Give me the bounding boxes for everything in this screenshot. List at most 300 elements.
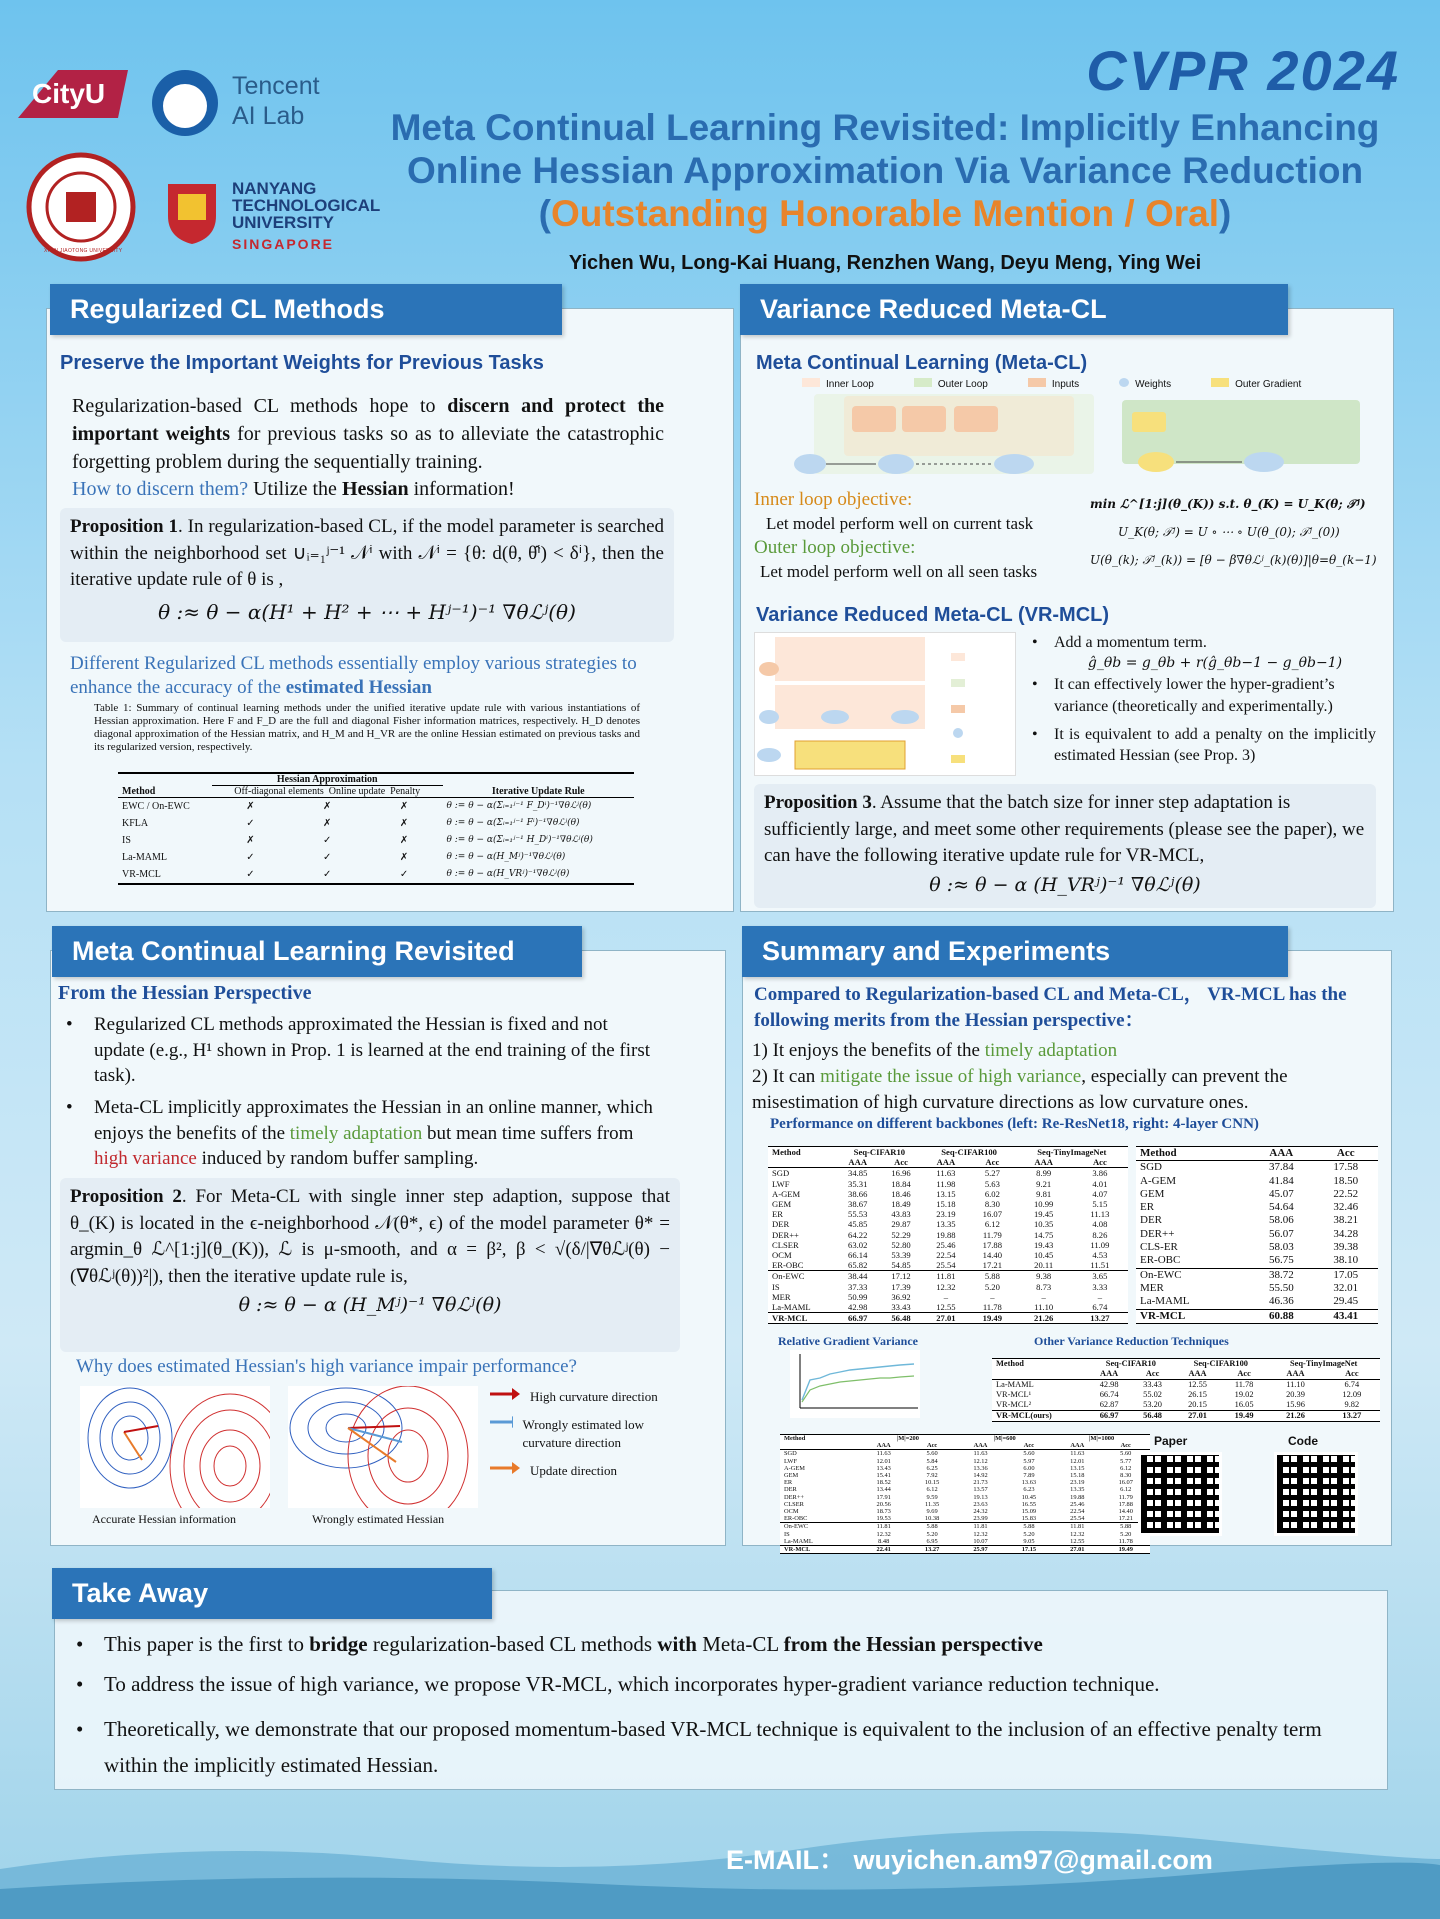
cityu-text: CityU bbox=[32, 78, 106, 109]
vr-legend-label: Inner Loop bbox=[826, 379, 874, 390]
vr-legend-item bbox=[914, 378, 988, 390]
t-resnet-method: IS bbox=[772, 1281, 780, 1292]
t-resnet-value: 11.98 bbox=[936, 1178, 956, 1189]
t-cnn-h: Acc bbox=[1336, 1147, 1355, 1159]
t-cnn-method: La-MAML bbox=[1140, 1295, 1190, 1308]
t1-penalty: ✗ bbox=[399, 801, 409, 812]
t-ovr-h-group: Seq-TinyImageNet bbox=[1290, 1359, 1358, 1368]
t-buf-value: 12.32 bbox=[973, 1530, 988, 1538]
t-resnet-value: 34.85 bbox=[848, 1168, 868, 1179]
vr-legend-label: Inputs bbox=[1051, 379, 1080, 390]
reg-question bbox=[72, 478, 515, 501]
t-resnet-value: 15.18 bbox=[936, 1199, 956, 1210]
t-resnet-value: 66.97 bbox=[848, 1313, 868, 1324]
mcl-bullet-2 bbox=[60, 1095, 660, 1172]
table1-caption: Table 1: Summary of continual learning methods under the unified iterative update rule with various instantiations of Hessian approximation. Here F and F_D are the full and diagonal Fisher information matrices, respectively. H_D denotes diagonal approximation of the Hessian matrix, and H_M and H_VR are the online Hessian estimated on previous tasks and its regularized version, respectively. bbox=[94, 702, 640, 753]
t-resnet-value: 6.12 bbox=[984, 1219, 1000, 1230]
merit-1-a: 1) It enjoys the benefits of the bbox=[752, 1040, 985, 1061]
t-buf-value: 18.73 bbox=[876, 1508, 891, 1516]
t-resnet-header bbox=[768, 1147, 1128, 1157]
contour-wrong-svg bbox=[288, 1386, 478, 1508]
t-buf-value: 6.00 bbox=[1023, 1464, 1035, 1472]
tencent-text: Tencent bbox=[232, 72, 320, 100]
t-ovr-method: La-MAML bbox=[996, 1380, 1034, 1389]
t-resnet-value: 11.10 bbox=[1034, 1302, 1054, 1313]
t-buf-value: 6.23 bbox=[1023, 1486, 1035, 1494]
table-row bbox=[768, 1189, 1128, 1199]
t-ovr-value: 56.48 bbox=[1143, 1411, 1162, 1420]
t-buf-value: 5.20 bbox=[1023, 1530, 1035, 1538]
t-resnet-value: 50.99 bbox=[848, 1291, 868, 1302]
proposition-3 bbox=[754, 784, 1376, 908]
reg-question-b: Utilize the bbox=[248, 478, 342, 500]
t-ovr-subheader bbox=[992, 1369, 1380, 1380]
t-ovr-method: VR-MCL(ours) bbox=[996, 1411, 1052, 1420]
t-buf-value: 19.13 bbox=[973, 1493, 988, 1501]
t1-rule: θ := θ − α(Σᵢ₌₁ʲ⁻¹ Fⁱ)⁻¹∇θℒʲ(θ) bbox=[446, 818, 580, 828]
t-ovr-h-acc: Acc bbox=[1345, 1369, 1359, 1378]
t-resnet-value: 8.73 bbox=[1036, 1281, 1052, 1292]
t-ovr-h-acc: Acc bbox=[1145, 1369, 1160, 1378]
t-cnn-value: 38.10 bbox=[1333, 1254, 1359, 1267]
reg-intro-c: for previous tasks so as to alleviate the catastrophic forgetting problem during the sequentially training. bbox=[72, 423, 664, 473]
t-cnn-method: On-EWC bbox=[1140, 1268, 1182, 1281]
t-resnet-value: 11.51 bbox=[1090, 1260, 1110, 1271]
table-row bbox=[780, 1501, 1150, 1508]
t-resnet-method: ER-OBC bbox=[772, 1260, 804, 1271]
t-ovr-value: 26.15 bbox=[1188, 1390, 1207, 1399]
vr-legend-item bbox=[1028, 378, 1079, 390]
t-resnet-value: 37.33 bbox=[848, 1281, 868, 1292]
t-ovr-method: VR-MCL² bbox=[996, 1400, 1032, 1409]
award-line bbox=[330, 192, 1440, 235]
t-cnn-value: 17.05 bbox=[1333, 1268, 1359, 1281]
t-buf-value: 23.63 bbox=[973, 1500, 988, 1508]
t-cnn-h: Method bbox=[1140, 1147, 1177, 1159]
t-resnet-value: 66.14 bbox=[848, 1250, 868, 1261]
t-buf-value: 7.92 bbox=[926, 1472, 938, 1480]
poster-title bbox=[330, 106, 1440, 235]
t-buf-value: 13.44 bbox=[876, 1486, 891, 1494]
t1-online: ✓ bbox=[323, 852, 332, 863]
table-row bbox=[780, 1486, 1150, 1493]
t1-method: KFLA bbox=[122, 818, 149, 829]
t-buf-value: 5.60 bbox=[1023, 1450, 1035, 1458]
tencent-cloud-icon bbox=[150, 68, 220, 138]
t-buf-value: 18.52 bbox=[876, 1479, 891, 1487]
table-row bbox=[1136, 1214, 1378, 1227]
vrmcl-diagram bbox=[754, 632, 1016, 776]
t-resnet-value: 38.66 bbox=[848, 1188, 868, 1199]
t-buf-value: 17.88 bbox=[1118, 1500, 1133, 1508]
table-row bbox=[1136, 1295, 1378, 1309]
t-resnet-value: 19.88 bbox=[936, 1229, 956, 1240]
t-buf-value: 7.89 bbox=[1023, 1472, 1035, 1480]
ovr-caption: Other Variance Reduction Techniques bbox=[1034, 1334, 1229, 1348]
code-qr-code[interactable] bbox=[1274, 1452, 1358, 1536]
takeaway-1-c: regularization-based CL methods bbox=[367, 1632, 658, 1656]
t-resnet-value: 10.99 bbox=[1034, 1199, 1054, 1210]
t-buf-method: SGD bbox=[784, 1450, 797, 1458]
t-buf-value: 13.15 bbox=[1070, 1464, 1085, 1472]
t-buf-value: 11.81 bbox=[973, 1523, 988, 1531]
legend-low-curvature: Wrongly estimated low curvature direction bbox=[522, 1417, 645, 1450]
t-buf-h-group: |M|=200 bbox=[896, 1435, 919, 1442]
t-ovr-h-group: Seq-CIFAR100 bbox=[1193, 1359, 1248, 1368]
t-cnn-h: AAA bbox=[1269, 1147, 1294, 1159]
ntu-line1: NANYANG bbox=[232, 179, 317, 198]
t1-method: IS bbox=[122, 835, 131, 846]
t-ovr-value: 12.09 bbox=[1342, 1390, 1362, 1399]
mcl-why: Why does estimated Hessian's high variance impair performance? bbox=[76, 1356, 577, 1377]
t-resnet-value: 11.63 bbox=[936, 1168, 956, 1179]
t-buf-value: 15.18 bbox=[1070, 1472, 1085, 1480]
mcl-bullet-2-c: but mean time suffers from bbox=[422, 1122, 634, 1144]
t-buf-value: 9.05 bbox=[1023, 1537, 1035, 1545]
t1-rule: θ := θ − α(Σᵢ₌₁ʲ⁻¹ F_Dⁱ)⁻¹∇θℒʲ(θ) bbox=[446, 801, 592, 811]
reg-intro-bold: discern and protect the important weights bbox=[72, 395, 665, 445]
t-ovr-h-blank bbox=[992, 1369, 1087, 1380]
t-resnet-value: – bbox=[1097, 1291, 1103, 1302]
table-row bbox=[780, 1523, 1150, 1531]
merit-2-a: 2) It can bbox=[752, 1066, 821, 1087]
t-resnet-value: 3.65 bbox=[1092, 1271, 1108, 1282]
vr-bullet-1 bbox=[1026, 632, 1376, 672]
proposition-2 bbox=[60, 1178, 680, 1352]
t-buf-value: 21.73 bbox=[973, 1479, 988, 1487]
t-buf-value: 20.56 bbox=[876, 1500, 891, 1508]
t-resnet-value: 8.99 bbox=[1036, 1168, 1052, 1179]
reg-question-d: information! bbox=[408, 478, 515, 500]
award-paren-close: ) bbox=[1219, 193, 1232, 234]
t-resnet-h-blank bbox=[768, 1157, 836, 1168]
t-ovr-method: VR-MCL¹ bbox=[996, 1390, 1032, 1399]
t-resnet-method: VR-MCL bbox=[772, 1313, 808, 1324]
t-buf-value: 5.84 bbox=[926, 1457, 938, 1465]
t-resnet-h-group: Seq-CIFAR100 bbox=[941, 1147, 997, 1157]
t-buf-value: 8.30 bbox=[1120, 1472, 1132, 1480]
t1-offdiag: ✓ bbox=[246, 869, 255, 880]
t-resnet-value: 22.54 bbox=[936, 1250, 956, 1261]
t-buf-h-aaa: AAA bbox=[1070, 1442, 1085, 1450]
t1-rule: θ := θ − α(Σᵢ₌₁ʲ⁻¹ H_Dⁱ)⁻¹∇θℒʲ(θ) bbox=[446, 835, 593, 845]
t1-h-online: Online update bbox=[328, 786, 386, 797]
t-resnet-value: 29.87 bbox=[891, 1219, 911, 1230]
t-resnet-value: 17.88 bbox=[982, 1239, 1003, 1250]
t-buf-value: 17.91 bbox=[876, 1493, 891, 1501]
vr-bullet-1-eq: ĝ_θb = g_θb + r(ĝ_θb−1 − g_θb−1) bbox=[1087, 654, 1343, 671]
vr-bullets bbox=[1026, 632, 1376, 773]
t-resnet-value: 16.07 bbox=[982, 1209, 1003, 1220]
table-row bbox=[118, 815, 634, 832]
t-buf-value: 5.20 bbox=[926, 1530, 938, 1538]
t-resnet-value: 5.88 bbox=[984, 1271, 1000, 1282]
t-buf-value: 9.59 bbox=[926, 1493, 938, 1501]
metacl-diagram bbox=[756, 378, 1376, 476]
t-buf-h-acc: Acc bbox=[1023, 1442, 1035, 1450]
reg-diff-bold: estimated Hessian bbox=[285, 677, 432, 698]
t-ovr-value: 13.27 bbox=[1342, 1411, 1362, 1420]
t1-method: EWC / On-EWC bbox=[122, 801, 190, 812]
table-row bbox=[780, 1458, 1150, 1465]
vr-bullet-1-text: Add a momentum term. bbox=[1054, 634, 1207, 651]
header-regularized: Regularized CL Methods bbox=[50, 284, 562, 335]
table-row bbox=[768, 1271, 1128, 1282]
t-buf-method: ER-OBC bbox=[784, 1515, 808, 1523]
reg-diff-a: Different Regularized CL methods essentially employ various strategies to enhance the accuracy of the bbox=[70, 653, 637, 698]
t-ovr-value: 66.97 bbox=[1099, 1411, 1119, 1420]
vr-eq3: U(θ_(k); 𝒯ʲ_(k)) = [θ − β∇θℒʲ_(k)(θ)]|θ=θ_(k−1) bbox=[1090, 553, 1377, 567]
legend-high-curvature: High curvature direction bbox=[530, 1389, 658, 1404]
paper-qr-code[interactable] bbox=[1138, 1452, 1222, 1536]
t-resnet-value: 5.15 bbox=[1092, 1199, 1108, 1210]
t-resnet-value: 63.02 bbox=[848, 1239, 868, 1250]
t-ovr-h-aaa: AAA bbox=[1286, 1369, 1305, 1378]
t-resnet-value: 6.02 bbox=[984, 1188, 1000, 1199]
reg-question-hessian: Hessian bbox=[341, 478, 409, 500]
t-resnet-value: 11.78 bbox=[982, 1302, 1002, 1313]
table-row bbox=[780, 1515, 1150, 1523]
takeaway-bullets bbox=[70, 1630, 1370, 1789]
t-ovr-h-aaa: AAA bbox=[1100, 1369, 1119, 1378]
t-buf-value: 23.99 bbox=[973, 1515, 988, 1523]
t-resnet-value: 8.26 bbox=[1092, 1229, 1108, 1240]
t-resnet-value: 11.81 bbox=[936, 1271, 956, 1282]
t-buf-value: 6.95 bbox=[926, 1537, 938, 1545]
arrow-legend bbox=[490, 1388, 690, 1480]
legend-update-direction: Update direction bbox=[530, 1463, 617, 1478]
t-buf-value: 13.63 bbox=[1021, 1479, 1037, 1487]
t-cnn-method: DER++ bbox=[1140, 1227, 1175, 1240]
contact-email[interactable]: E-MAIL： wuyichen.am97@gmail.com bbox=[726, 1845, 1213, 1875]
t-cnn-method: A-GEM bbox=[1140, 1174, 1177, 1187]
t-buf-value: 13.43 bbox=[876, 1464, 891, 1472]
table-row bbox=[1136, 1161, 1378, 1175]
vr-legend-label: Outer Gradient bbox=[1235, 379, 1302, 390]
reg-intro bbox=[72, 392, 664, 476]
t-resnet-value: 17.39 bbox=[891, 1281, 911, 1292]
t-cnn-value: 58.06 bbox=[1268, 1214, 1294, 1227]
table-row bbox=[118, 798, 634, 816]
t-buf-value: 12.12 bbox=[973, 1457, 988, 1465]
inner-obj-desc: Let model perform well on current task bbox=[766, 514, 1034, 533]
t-ovr-value: 9.82 bbox=[1344, 1400, 1360, 1409]
table-row bbox=[780, 1472, 1150, 1479]
t-buf-value: 5.20 bbox=[1120, 1530, 1132, 1538]
t-resnet-value: 53.39 bbox=[891, 1250, 911, 1261]
t-buf-value: 17.15 bbox=[1021, 1546, 1037, 1554]
table-row bbox=[768, 1179, 1128, 1189]
contour-caption-1: Accurate Hessian information bbox=[92, 1512, 236, 1526]
t1-h-group: Hessian Approximation bbox=[212, 774, 443, 786]
t-buf-value: 15.83 bbox=[1021, 1515, 1037, 1523]
t-resnet-value: 5.20 bbox=[984, 1281, 1000, 1292]
table-row bbox=[780, 1465, 1150, 1472]
t-buf-value: 25.54 bbox=[1070, 1515, 1085, 1523]
award-text: Outstanding Honorable Mention / Oral bbox=[550, 193, 1220, 234]
t-cnn-value: 32.46 bbox=[1333, 1201, 1359, 1214]
t-buf-value: 13.36 bbox=[973, 1464, 988, 1472]
t-resnet-value: 4.53 bbox=[1092, 1250, 1108, 1261]
t-ovr-h-group: Seq-CIFAR10 bbox=[1105, 1359, 1156, 1368]
table-row bbox=[118, 832, 634, 849]
t-resnet-value: 16.96 bbox=[891, 1168, 911, 1179]
t-resnet-value: – bbox=[1041, 1291, 1046, 1302]
vr-eq2: U_K(θ; 𝒯ʲ) = U ∘ ⋯ ∘ U(θ_(0); 𝒯ʲ_(0)) bbox=[1118, 525, 1340, 539]
table-row bbox=[780, 1546, 1150, 1554]
table-row bbox=[780, 1531, 1150, 1538]
t-buf-value: 9.69 bbox=[926, 1508, 938, 1516]
table-row bbox=[1136, 1175, 1378, 1188]
t-resnet-value: 3.33 bbox=[1092, 1281, 1108, 1292]
cityu-logo bbox=[18, 70, 128, 120]
merit-2 bbox=[752, 1064, 1388, 1116]
t-cnn-value: 17.58 bbox=[1333, 1161, 1359, 1174]
t-resnet-method: GEM bbox=[772, 1199, 792, 1210]
merit-1-timely: timely adaptation bbox=[984, 1040, 1118, 1061]
t-ovr-value: 27.01 bbox=[1188, 1411, 1207, 1420]
mcl-sub: From the Hessian Perspective bbox=[58, 982, 312, 1004]
table-row bbox=[768, 1168, 1128, 1179]
t-buf-value: 27.01 bbox=[1070, 1546, 1085, 1554]
header-takeaway: Take Away bbox=[52, 1568, 492, 1619]
t-buf-value: 24.32 bbox=[973, 1508, 988, 1516]
t1-penalty: ✗ bbox=[399, 852, 409, 863]
mcl-bullets bbox=[60, 1012, 660, 1178]
xjtu-seal-text: XI'AN JIAOTONG UNIVERSITY bbox=[44, 248, 123, 254]
prop1-text: . In regularization-based CL, if the model parameter is searched within the neighborhood set ∪ᵢ₌₁ʲ⁻¹ 𝒩ⁱ with 𝒩ⁱ = {θ: d(θ, θ̂ⁱ) < δⁱ}, then the iterative update rule of θ is , bbox=[70, 516, 665, 591]
t-buf-value: 11.63 bbox=[973, 1450, 988, 1458]
t-buf-value: 15.09 bbox=[1021, 1508, 1037, 1516]
t-resnet-value: 19.43 bbox=[1034, 1239, 1054, 1250]
ailab-text: AI Lab bbox=[232, 102, 305, 130]
t-ovr-h-aaa: AAA bbox=[1188, 1369, 1207, 1378]
t-resnet-value: 43.83 bbox=[891, 1209, 911, 1220]
t-buf-method: DER++ bbox=[784, 1493, 804, 1501]
t-resnet-value: 21.26 bbox=[1034, 1313, 1054, 1324]
t-buf-value: 6.12 bbox=[926, 1486, 938, 1494]
t-resnet-value: 13.35 bbox=[936, 1219, 956, 1230]
contour-wrong bbox=[288, 1386, 478, 1508]
contour-accurate-svg bbox=[80, 1386, 270, 1508]
vr-equations bbox=[1090, 490, 1390, 574]
t-resnet-value: – bbox=[943, 1291, 949, 1302]
t-resnet-value: 38.67 bbox=[848, 1199, 868, 1210]
t-resnet-h-acc: Acc bbox=[1092, 1157, 1107, 1168]
blue-arrow-icon bbox=[490, 1416, 513, 1428]
table-row bbox=[768, 1260, 1128, 1271]
contour-caption-2: Wrongly estimated Hessian bbox=[312, 1512, 445, 1526]
t-buf-method: OCM bbox=[784, 1508, 799, 1516]
t-cnn-value: 22.52 bbox=[1333, 1187, 1359, 1200]
t-buf-value: 16.55 bbox=[1021, 1500, 1037, 1508]
t-buf-value: 6.12 bbox=[1120, 1464, 1132, 1472]
t-resnet-method: DER++ bbox=[772, 1229, 799, 1240]
t-cnn-value: 60.88 bbox=[1268, 1309, 1294, 1322]
t-ovr-value: 16.05 bbox=[1234, 1400, 1254, 1409]
t-resnet-h-group: Seq-CIFAR10 bbox=[853, 1147, 906, 1157]
t-buf-value: 14.92 bbox=[973, 1472, 988, 1480]
t-resnet-value: 19.49 bbox=[982, 1313, 1003, 1324]
t1-method: VR-MCL bbox=[122, 869, 161, 880]
t-cnn-value: 45.07 bbox=[1268, 1187, 1294, 1200]
t-ovr-value: 33.43 bbox=[1143, 1380, 1162, 1389]
title-line1: Meta Continual Learning Revisited: Implicitly Enhancing bbox=[390, 107, 1380, 148]
t-ovr-value: 15.96 bbox=[1286, 1400, 1305, 1409]
t-buf-value: 15.41 bbox=[876, 1472, 891, 1480]
table-row bbox=[780, 1494, 1150, 1501]
prop3-text: . Assume that the batch size for inner step adaptation is sufficiently large, and meet some other requirements (please see the paper), we can have the following iterative update rule for VR-MCL, bbox=[764, 792, 1365, 867]
t-buf-value: 22.41 bbox=[876, 1546, 891, 1554]
t-resnet-value: 4.08 bbox=[1092, 1219, 1108, 1230]
contour-accurate bbox=[80, 1386, 270, 1508]
takeaway-1 bbox=[70, 1630, 1370, 1658]
vr-bullet-2: • It can effectively lower the hyper-gradient’s variance (theoretically and experimentally.) bbox=[1026, 674, 1376, 717]
prop1-label: Proposition 1 bbox=[70, 516, 178, 537]
t-ovr-h-acc: Acc bbox=[1237, 1369, 1251, 1378]
table-row bbox=[780, 1538, 1150, 1546]
vr-bullet-3: • It is equivalent to add a penalty on the implicitly estimated Hessian (see Prop. 3) bbox=[1026, 724, 1376, 767]
ntu-crest-icon bbox=[164, 180, 220, 246]
t-buf-method: GEM bbox=[784, 1472, 799, 1480]
t-cnn-value: 38.72 bbox=[1268, 1268, 1294, 1281]
t-buf-value: 5.97 bbox=[1023, 1457, 1035, 1465]
t-cnn-value: 34.28 bbox=[1333, 1227, 1359, 1240]
t-resnet-value: 52.29 bbox=[891, 1229, 911, 1240]
t-ovr-value: 19.49 bbox=[1234, 1411, 1254, 1420]
table-row bbox=[118, 849, 634, 866]
prop2-equation: θ :≈ θ − α (H_Mʲ)⁻¹ ∇θℒʲ(θ) bbox=[238, 1294, 502, 1317]
prop3-label: Proposition 3 bbox=[764, 792, 872, 813]
tencent-logo bbox=[150, 68, 350, 138]
t-cnn-value: 18.50 bbox=[1333, 1174, 1359, 1187]
t-resnet-value: 20.11 bbox=[1034, 1260, 1054, 1271]
t-resnet-value: 36.92 bbox=[891, 1291, 911, 1302]
t-buf-value: 13.57 bbox=[973, 1486, 988, 1494]
t-buf-value: 11.81 bbox=[1070, 1523, 1085, 1531]
t-cnn-value: 56.07 bbox=[1268, 1227, 1294, 1240]
t-ovr-value: 42.98 bbox=[1099, 1380, 1119, 1389]
t-resnet-value: 38.44 bbox=[848, 1271, 868, 1282]
table-resnet bbox=[768, 1146, 1128, 1324]
t-resnet-method: ER bbox=[772, 1209, 783, 1220]
t-resnet-method: OCM bbox=[772, 1250, 792, 1261]
prop2-text: . For Meta-CL with single inner step adaption, suppose that θ_(K) is located in the ϵ-neighborhood 𝒩(θ*, ϵ) of the model parameter θ* = argmin_θ ℒ^[1:j](θ_(K)), ℒ is μ-smooth, and α = β², β < √(δ/|∇θℒʲ(θ) − (∇θℒʲ(θ))²|), then the iterative update rule is, bbox=[70, 1186, 670, 1287]
t-resnet-method: MER bbox=[772, 1291, 791, 1302]
t-buf-h-acc: Acc bbox=[926, 1442, 938, 1450]
t-buf-value: 5.88 bbox=[1120, 1523, 1132, 1531]
t-buf-h-group: |M|=600 bbox=[993, 1435, 1016, 1442]
t-resnet-method: La-MAML bbox=[772, 1302, 811, 1313]
table-row bbox=[1136, 1268, 1378, 1282]
vr-legend-item bbox=[1211, 378, 1301, 390]
t-resnet-value: 10.35 bbox=[1034, 1219, 1054, 1230]
t-buf-method: On-EWC bbox=[784, 1523, 809, 1531]
t-cnn-value: 46.36 bbox=[1268, 1295, 1294, 1308]
t-resnet-h-acc: Acc bbox=[894, 1157, 908, 1168]
t-resnet-value: 52.80 bbox=[891, 1239, 911, 1250]
t-buf-value: 13.35 bbox=[1070, 1486, 1085, 1494]
t-resnet-h-group: Seq-TinyImageNet bbox=[1037, 1147, 1107, 1157]
t-cnn-value: 58.03 bbox=[1268, 1241, 1294, 1254]
t-buf-h-aaa: AAA bbox=[876, 1442, 891, 1450]
t-cnn-value: 55.50 bbox=[1268, 1281, 1294, 1294]
t-resnet-value: 14.40 bbox=[982, 1250, 1003, 1261]
table-row bbox=[768, 1209, 1128, 1219]
table-row bbox=[1136, 1282, 1378, 1295]
vr-sub2: Variance Reduced Meta-CL (VR-MCL) bbox=[756, 604, 1110, 626]
t-resnet-method: CLSER bbox=[772, 1239, 799, 1250]
